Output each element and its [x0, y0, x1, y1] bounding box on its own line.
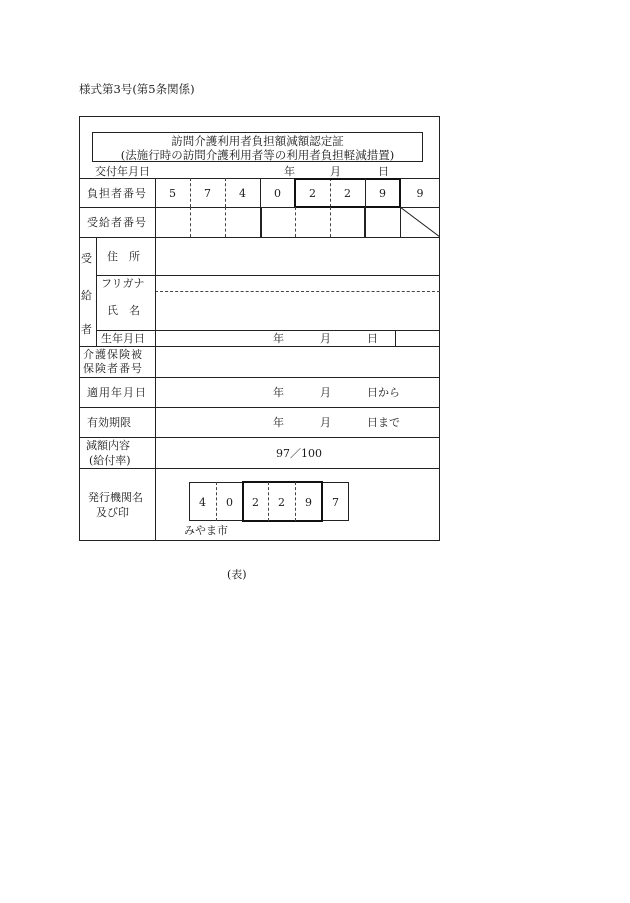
row-divider — [96, 275, 440, 276]
issuer-digit: 9 — [305, 496, 312, 509]
burden-digit: 2 — [309, 187, 316, 200]
issue-month-label: 月 — [330, 165, 341, 178]
issuer-digit: 2 — [278, 496, 285, 509]
digit-divider — [295, 207, 296, 237]
row-divider — [79, 346, 440, 347]
issuer-name: みやま市 — [184, 524, 228, 537]
apply-day-label: 日から — [367, 386, 400, 399]
birth-extra-cell-divider — [395, 330, 396, 346]
furigana-dashed-line — [155, 291, 440, 292]
digit-divider — [260, 207, 262, 237]
row-divider — [79, 437, 440, 438]
reduction-label-line2: (給付率) — [89, 454, 131, 467]
birth-month-label: 月 — [320, 332, 331, 345]
digit-divider — [190, 207, 191, 237]
insured-number-label-line1: 介護保険被 — [83, 348, 143, 361]
recipient-side-char: 受 — [81, 252, 92, 265]
row-divider — [79, 468, 440, 469]
digit-divider — [364, 207, 366, 237]
valid-until-label: 有効期限 — [87, 416, 131, 429]
apply-month-label: 月 — [320, 386, 331, 399]
birth-date-label: 生年月日 — [101, 332, 145, 345]
insured-number-label-line2: 保険者番号 — [83, 362, 143, 375]
issuer-digit: 7 — [332, 496, 339, 509]
row-divider — [79, 377, 440, 378]
form-number-label: 様式第3号(第5条関係) — [79, 82, 195, 96]
recipient-number-diagonal — [400, 207, 440, 237]
digit-divider — [330, 207, 331, 237]
birth-day-label: 日 — [367, 332, 378, 345]
burden-digit: 7 — [204, 187, 211, 200]
row-divider — [79, 237, 440, 238]
row-divider — [79, 407, 440, 408]
address-label: 住 所 — [107, 250, 140, 263]
recipient-number-label: 受給者番号 — [87, 216, 147, 229]
burden-digit: 0 — [274, 187, 281, 200]
apply-year-label: 年 — [273, 386, 284, 399]
issuer-digit: 2 — [252, 496, 259, 509]
furigana-label: フリガナ — [101, 277, 145, 290]
burden-digit: 5 — [169, 187, 176, 200]
certificate-title — [92, 132, 423, 162]
page-caption: (表) — [227, 568, 247, 581]
recipient-side-divider — [96, 237, 97, 346]
issuer-label-line2: 及び印 — [96, 506, 129, 519]
reduction-rate-value: 97／100 — [276, 447, 322, 460]
recipient-side-char: 者 — [81, 323, 92, 336]
issue-day-label: 日 — [378, 165, 389, 178]
issue-year-label: 年 — [284, 165, 295, 178]
issuer-label-line1: 発行機関名 — [88, 491, 143, 504]
burden-number-label: 負担者番号 — [87, 187, 147, 200]
burden-digit: 4 — [239, 187, 246, 200]
issuer-digit: 0 — [226, 496, 233, 509]
issue-date-label: 交付年月日 — [95, 165, 150, 178]
burden-digit: 9 — [379, 187, 386, 200]
burden-digit: 2 — [344, 187, 351, 200]
label-column-divider — [155, 178, 156, 541]
row-divider — [96, 330, 440, 331]
digit-divider — [225, 207, 226, 237]
burden-digit: 9 — [416, 187, 424, 200]
title-line-1: 訪問介護利用者負担額減額認定証 — [171, 134, 344, 148]
reduction-label-line1: 減額内容 — [86, 439, 130, 452]
birth-year-label: 年 — [273, 332, 284, 345]
title-line-2: (法施行時の訪問介護利用者等の利用者負担軽減措置) — [120, 148, 395, 162]
recipient-side-char: 給 — [81, 289, 92, 302]
valid-year-label: 年 — [273, 416, 284, 429]
valid-month-label: 月 — [320, 416, 331, 429]
apply-date-label: 適用年月日 — [87, 386, 147, 399]
name-label: 氏 名 — [107, 304, 140, 317]
valid-day-label: 日まで — [367, 416, 400, 429]
issuer-digit: 4 — [199, 496, 206, 509]
